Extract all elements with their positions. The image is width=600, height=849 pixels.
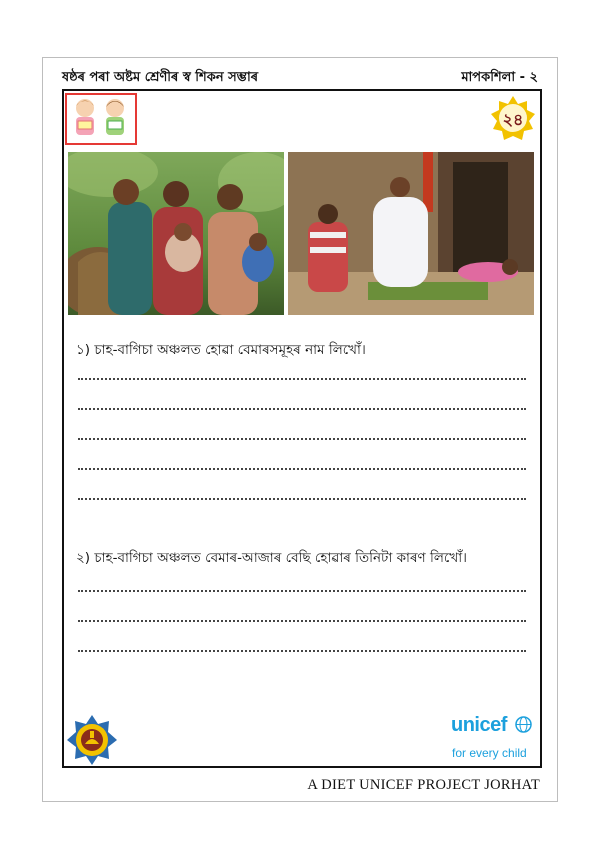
question-1: ১) চাহ-বাগিচা অঞ্চলত হোৱা বেমাৰসমূহৰ নাম লিখোঁ। bbox=[76, 342, 366, 358]
women-with-children-photo bbox=[68, 152, 284, 315]
answer-line[interactable] bbox=[78, 378, 526, 380]
question-2: ২) চাহ-বাগিচা অঞ্চলত বেমাৰ-আজাৰ বেছি হোৱাৰ তিনিটা কাৰণ লিখোঁ। bbox=[76, 550, 467, 566]
sheet-label: মাপকশিলা - ২ bbox=[461, 70, 538, 85]
unicef-globe-icon bbox=[515, 716, 532, 733]
children-reading-icon bbox=[65, 93, 137, 145]
family-resting-outside-house-photo bbox=[288, 152, 534, 315]
answer-line[interactable] bbox=[78, 620, 526, 622]
answer-line[interactable] bbox=[78, 650, 526, 652]
unicef-logo bbox=[451, 714, 534, 766]
answer-line[interactable] bbox=[78, 468, 526, 470]
diet-emblem-icon bbox=[66, 714, 118, 766]
answer-line[interactable] bbox=[78, 438, 526, 440]
unicef-name: unicef bbox=[451, 714, 507, 736]
footer-credit: A DIET UNICEF PROJECT JORHAT bbox=[307, 777, 540, 793]
answer-line[interactable] bbox=[78, 408, 526, 410]
unicef-tagline: for every child bbox=[452, 746, 527, 760]
worksheet-title: ষষ্ঠৰ পৰা অষ্টম শ্ৰেণীৰ স্ব শিকন সম্ভাৰ bbox=[62, 70, 259, 85]
page-number: ২৪ bbox=[502, 110, 524, 129]
answer-line[interactable] bbox=[78, 498, 526, 500]
star-badge-icon bbox=[490, 95, 536, 141]
answer-line[interactable] bbox=[78, 590, 526, 592]
